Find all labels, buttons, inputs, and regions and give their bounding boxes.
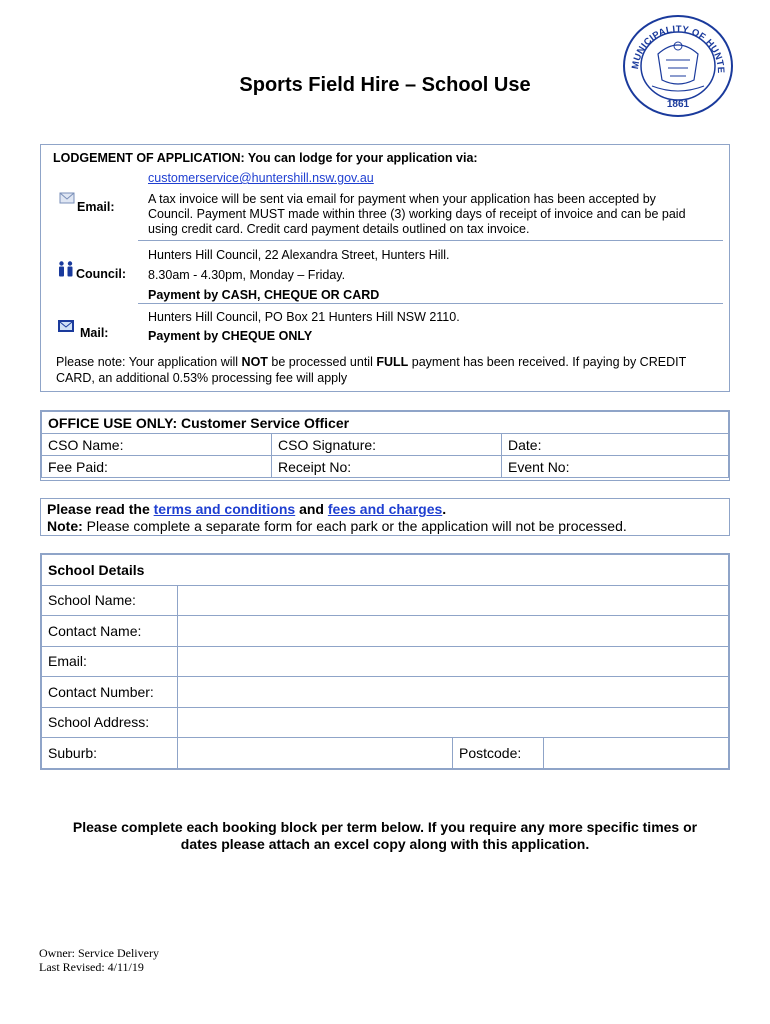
divider <box>138 303 723 304</box>
email-field-label: Email: <box>42 646 178 677</box>
school-details-heading: School Details <box>42 555 729 586</box>
suburb-label: Suburb: <box>42 738 178 769</box>
divider <box>138 240 723 241</box>
contact-name-input[interactable] <box>178 616 729 647</box>
lodgement-heading: LODGEMENT OF APPLICATION: You can lodge for your application via: <box>53 151 478 165</box>
postcode-label: Postcode: <box>453 738 544 769</box>
suburb-input[interactable] <box>178 738 453 769</box>
cso-signature-field[interactable]: CSO Signature: <box>272 434 502 456</box>
cso-name-field[interactable]: CSO Name: <box>42 434 272 456</box>
people-icon <box>57 261 75 280</box>
email-label: Email: <box>77 200 115 214</box>
fees-link[interactable]: fees and charges <box>327 501 443 517</box>
mail-icon <box>57 317 75 338</box>
contact-name-label: Contact Name: <box>42 616 178 647</box>
payment-note: Please note: Your application will NOT be processed until FULL payment has been received. If paying by CREDIT CARD, an additional 0.53% processing fee will apply <box>56 355 686 385</box>
owner-text: Owner: Service Delivery <box>39 946 159 960</box>
email-link[interactable]: customerservice@huntershill.nsw.gov.au <box>148 171 374 185</box>
council-label: Council: <box>76 267 126 281</box>
fee-paid-field[interactable]: Fee Paid: <box>42 456 272 478</box>
lodgement-section <box>40 144 730 392</box>
svg-text:MUNICIPALITY OF HUNTERS HILL: MUNICIPALITY OF HUNTE <box>629 23 727 74</box>
council-address: Hunters Hill Council, 22 Alexandra Street, Hunters Hill. <box>148 248 450 262</box>
office-heading: OFFICE USE ONLY: Customer Service Officer <box>42 412 729 434</box>
office-use-section <box>40 410 730 481</box>
seal-year: 1861 <box>666 99 690 110</box>
terms-notice: Please read the terms and conditions and fees and charges. Note: Please complete a separate form for each park or the application will not be processed. <box>40 498 730 536</box>
page-title: Sports Field Hire – School Use <box>239 74 531 96</box>
council-hours: 8.30am - 4.30pm, Monday – Friday. <box>148 268 346 282</box>
school-details-section <box>40 553 730 770</box>
email-description: A tax invoice will be sent via email for payment when your application has been accepted by Council. Payment MUST made within three (3) working days of receipt of invoice and can be paid using credit card. Credit card payment details outlined on tax invoice. <box>148 192 686 236</box>
envelope-icon <box>59 190 75 207</box>
booking-instruction: Please complete each booking block per term below. If you require any more specific times or dates please attach an excel copy along with this application. <box>72 819 698 852</box>
email-input[interactable] <box>178 646 729 677</box>
receipt-no-field[interactable]: Receipt No: <box>272 456 502 478</box>
school-name-input[interactable] <box>178 585 729 616</box>
revised-text: Last Revised: 4/11/19 <box>39 960 144 974</box>
school-address-label: School Address: <box>42 707 178 738</box>
council-payment: Payment by CASH, CHEQUE OR CARD <box>148 288 380 302</box>
event-no-field[interactable]: Event No: <box>502 456 729 478</box>
council-seal-logo <box>622 14 734 118</box>
postcode-input[interactable] <box>544 738 729 769</box>
mail-payment: Payment by CHEQUE ONLY <box>148 329 313 343</box>
contact-number-input[interactable] <box>178 677 729 708</box>
mail-label: Mail: <box>80 326 109 340</box>
contact-number-label: Contact Number: <box>42 677 178 708</box>
school-address-input[interactable] <box>178 707 729 738</box>
document-footer <box>39 946 159 974</box>
terms-link[interactable]: terms and conditions <box>153 501 296 517</box>
mail-address: Hunters Hill Council, PO Box 21 Hunters Hill NSW 2110. <box>148 310 460 324</box>
date-field[interactable]: Date: <box>502 434 729 456</box>
school-name-label: School Name: <box>42 585 178 616</box>
